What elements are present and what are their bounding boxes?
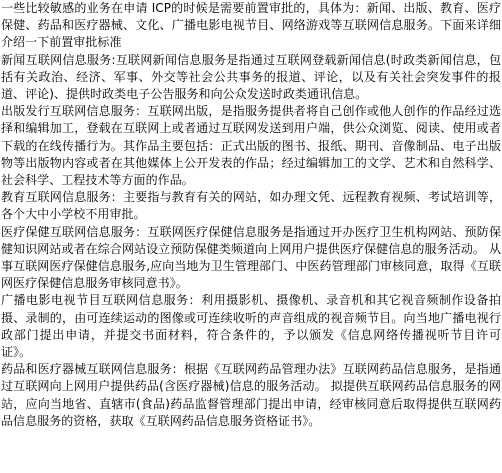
- publishing-service-paragraph: 出版发行互联网信息服务：互联网出版，是指服务提供者将自己创作或他人创作的作品经过选择和编辑加工，登载在互联网上或者通过互联网发送到用户端，供公众浏览、阅读、使用或者下载的在线传播行为。其作品主要包括：正式出版的图书、报纸、期刊、音像制品、电子出版物等出版物内容或者在其他媒体上公开发表的作品；经过编辑加工的文学、艺术和自然科学、社会科学、工程技术等方面的作品。: [1, 104, 501, 188]
- drug-service-paragraph: 药品和医疗器械互联网信息服务：根据《互联网药品管理办法》互联网药品信息服务，是指通过互联网向上网用户提供药品(含医疗器械)信息的服务活动。 拟提供互联网药品信息服务的网站，应向当地省、直辖市(食品)药品监督管理部门提出申请，经审核同意后取得提供互联网药品信息服务的资格，获取《互联网药品信息服务资格证书》。: [1, 362, 501, 428]
- intro-paragraph: 一些比较敏感的业务在申请 ICP的时候是需要前置审批的，具体为：新闻、出版、教育、医疗保健、药品和医疗器械、文化、广播电影电视节目、网络游戏等互联网信息服务。下面来详细介绍一下前置审批标准: [1, 1, 501, 50]
- healthcare-service-paragraph: 医疗保健互联网信息服务：互联网医疗保健信息服务是指通过开办医疗卫生机构网站、预防保健知识网站或者在综合网站设立预防保健类频道向上网用户提供医疗保健信息的服务活动。 从事互联网医疗保健信息服务,应向当地为卫生管理部门、中医药管理部门审核同意，取得《互联网医疗保健信息服务审核同意书》。: [1, 224, 501, 291]
- broadcast-service-paragraph: 广播电影电视节目互联网信息服务：利用摄影机、摄像机、录音机和其它视音频制作设备拍摄、录制的，由可连续运动的图像或可连续收听的声音组成的视音频节目。向当地广播电视行政部门提出申请，并提交书面材料，符合条件的，予以颁发《信息网络传播视听节目许可证》。: [1, 293, 501, 360]
- education-service-paragraph: 教育互联网信息服务：主要指与教育有关的网站，如办理文凭、远程教育视频、考试培训等，各个大中小学校不用审批。: [1, 190, 501, 222]
- news-service-paragraph: 新闻互联网信息服务:互联网新闻信息服务是指通过互联网登载新闻信息(时政类新闻信息，包括有关政治、经济、军事、外交等社会公共事务的报道、评论，以及有关社会突发事件的报道、评论)、提供时政类电子公告服务和向公众发送时政类通讯信息。: [1, 52, 501, 102]
